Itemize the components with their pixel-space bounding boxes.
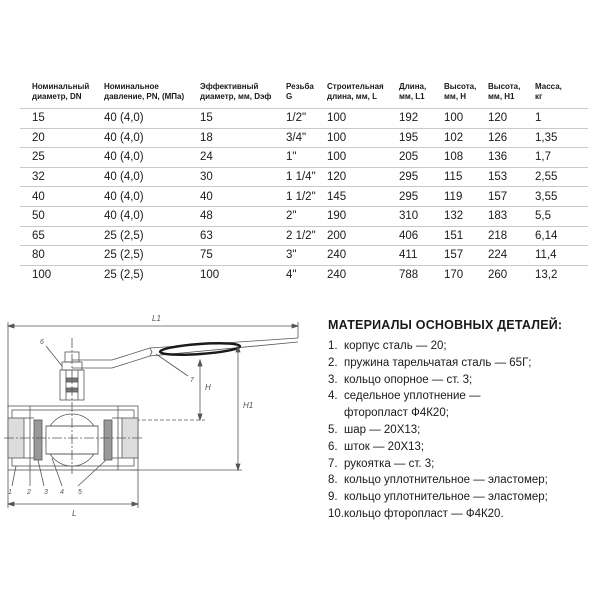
dim-label-l: L [72, 509, 77, 518]
header-length-l: Строительная длина, мм, L [315, 82, 387, 109]
material-number [328, 405, 344, 422]
material-item [328, 338, 596, 355]
table-row [20, 206, 588, 226]
material-item [328, 388, 596, 405]
valve-body [4, 338, 142, 474]
material-item [328, 506, 596, 523]
table-cell: 108 [432, 148, 476, 168]
table-row [20, 265, 588, 284]
material-text: седельное уплотнение — [344, 390, 481, 403]
table-cell: 48 [188, 206, 274, 226]
header-length-l1: Длина, мм, L1 [387, 82, 432, 109]
table-cell: 65 [20, 226, 92, 246]
table-cell: 100 [315, 109, 387, 129]
table-cell: 1/2" [274, 109, 315, 129]
table-cell: 200 [315, 226, 387, 246]
header-mass: Масса, кг [523, 82, 588, 109]
spec-table [20, 82, 588, 284]
material-number: 1. [328, 340, 338, 352]
table-cell: 25 [20, 148, 92, 168]
table-cell: 25 (2,5) [104, 269, 144, 282]
table-cell: 11,4 [523, 246, 588, 266]
table-cell: 20 [20, 128, 92, 148]
material-number: 7. [328, 457, 338, 470]
table-cell: 40 (4,0) [92, 128, 188, 148]
part-number-6: 6 [40, 339, 44, 346]
table-cell: 240 [315, 246, 387, 266]
dim-label-h1: H1 [243, 401, 254, 410]
valve-drawing [0, 308, 300, 526]
table-cell: 1" [274, 148, 315, 168]
material-number: 5. [328, 423, 338, 436]
header-dn: Номинальный диаметр, DN [20, 82, 92, 109]
table-cell: 192 [387, 109, 432, 129]
table-row [20, 148, 588, 168]
header-pn: Номинальное давление, PN, (МПа) [92, 82, 188, 109]
table-cell: 32 [20, 167, 92, 187]
spec-table-header-row [20, 82, 588, 109]
material-text: кольцо уплотнительное — эластомер; [344, 474, 548, 487]
part-number-7: 7 [190, 377, 194, 384]
dim-label-h: H [205, 383, 211, 392]
table-cell: 218 [476, 226, 523, 246]
material-text: рукоятка — ст. 3; [344, 457, 435, 470]
table-cell: 190 [315, 206, 387, 226]
materials-title: МАТЕРИАЛЫ ОСНОВНЫХ ДЕТАЛЕЙ: [328, 318, 563, 332]
table-cell: 30 [188, 167, 274, 187]
table-cell: 240 [327, 269, 347, 282]
part-number-2: 2 [27, 489, 31, 496]
table-cell: 788 [399, 269, 419, 282]
table-cell: 2 1/2" [274, 226, 315, 246]
material-number: 9. [328, 491, 338, 504]
material-item [328, 405, 596, 422]
part-callouts [8, 339, 195, 496]
table-cell: 406 [387, 226, 432, 246]
table-cell: 80 [20, 246, 92, 266]
table-cell: 40 [188, 187, 274, 207]
header-deff: Эффективный диаметр, мм, Dэф [188, 82, 274, 109]
material-text: кольцо уплотнительное — эластомер; [344, 491, 548, 504]
table-cell: 25 (2,5) [92, 226, 188, 246]
table-cell: 126 [476, 128, 523, 148]
material-item [328, 422, 596, 439]
table-cell: 50 [20, 206, 92, 226]
table-cell: 1,35 [523, 128, 588, 148]
table-cell: 224 [476, 246, 523, 266]
table-row [20, 109, 588, 129]
table-cell: 24 [188, 148, 274, 168]
table-cell: 15 [20, 109, 92, 129]
table-cell: 151 [432, 226, 476, 246]
table-row [20, 226, 588, 246]
material-number: 8. [328, 474, 338, 487]
material-text: корпус сталь — 20; [344, 340, 447, 352]
table-cell: 40 (4,0) [92, 206, 188, 226]
material-number: 4. [328, 390, 338, 403]
table-cell: 40 (4,0) [92, 109, 188, 129]
dimension-l1 [8, 314, 298, 408]
material-text: шар — 20Х13; [344, 423, 421, 436]
table-cell: 310 [387, 206, 432, 226]
table-cell: 100 [315, 128, 387, 148]
header-height-h: Высота, мм, H [432, 82, 476, 109]
table-cell: 5,5 [523, 206, 588, 226]
table-cell: 411 [387, 246, 432, 266]
table-cell: 145 [315, 187, 387, 207]
material-item [328, 489, 596, 506]
table-cell: 295 [387, 187, 432, 207]
table-cell: 170 [444, 269, 464, 282]
material-number: 2. [328, 356, 338, 369]
table-cell: 260 [488, 269, 508, 282]
table-cell: 3/4" [274, 128, 315, 148]
table-cell: 15 [188, 109, 274, 129]
spec-table-body [20, 109, 588, 285]
table-cell: 75 [188, 246, 274, 266]
table-cell: 1 [523, 109, 588, 129]
material-text: шток — 20Х13; [344, 440, 425, 453]
table-cell: 183 [476, 206, 523, 226]
header-thread: Резьба G [274, 82, 315, 109]
table-cell: 205 [387, 148, 432, 168]
table-cell: 120 [476, 109, 523, 129]
table-cell: 40 [20, 187, 92, 207]
table-cell: 2" [274, 206, 315, 226]
table-cell: 100 [32, 269, 52, 282]
dim-label-l1: L1 [152, 314, 161, 323]
table-cell: 40 (4,0) [92, 187, 188, 207]
table-cell: 153 [476, 167, 523, 187]
table-cell: 18 [188, 128, 274, 148]
table-cell: 25 (2,5) [92, 246, 188, 266]
table-cell: 63 [188, 226, 274, 246]
table-cell: 1,7 [523, 148, 588, 168]
table-row [20, 167, 588, 187]
part-number-3: 3 [44, 489, 48, 496]
material-text: пружина тарельчатая сталь — 65Г; [344, 356, 532, 369]
table-cell: 13,2 [535, 269, 558, 282]
table-cell: 40 (4,0) [92, 148, 188, 168]
part-number-4: 4 [60, 489, 64, 496]
table-cell: 157 [476, 187, 523, 207]
table-cell: 100 [432, 109, 476, 129]
table-cell: 295 [387, 167, 432, 187]
material-item [328, 355, 596, 372]
table-cell: 115 [432, 167, 476, 187]
table-cell: 4" [286, 269, 297, 282]
table-cell: 6,14 [523, 226, 588, 246]
material-text: кольцо фторопласт — Ф4К20. [344, 507, 504, 520]
material-text: кольцо опорное — ст. 3; [344, 373, 473, 386]
material-item [328, 372, 596, 389]
table-cell: 157 [432, 246, 476, 266]
table-row [20, 187, 588, 207]
material-number: 10. [328, 507, 344, 520]
table-cell: 119 [432, 187, 476, 207]
material-item [328, 456, 596, 473]
table-row [20, 246, 588, 266]
part-number-5: 5 [78, 489, 82, 496]
table-cell: 102 [432, 128, 476, 148]
table-cell: 136 [476, 148, 523, 168]
table-row [20, 128, 588, 148]
material-text: фторопласт Ф4К20; [344, 407, 449, 420]
part-number-1: 1 [8, 489, 12, 496]
table-cell: 120 [315, 167, 387, 187]
table-cell: 132 [432, 206, 476, 226]
table-cell: 1 1/4" [274, 167, 315, 187]
table-cell: 3,55 [523, 187, 588, 207]
handle [72, 338, 298, 368]
dimensions-h [130, 346, 253, 470]
material-item [328, 439, 596, 456]
header-height-h1: Высота, мм, H1 [476, 82, 523, 109]
table-cell: 100 [315, 148, 387, 168]
table-cell: 3" [274, 246, 315, 266]
table-cell: 1 1/2" [274, 187, 315, 207]
table-cell: 100 [200, 269, 220, 282]
material-number: 6. [328, 440, 338, 453]
materials-list [328, 338, 596, 523]
table-cell: 2,55 [523, 167, 588, 187]
table-cell: 195 [387, 128, 432, 148]
table-cell: 40 (4,0) [92, 167, 188, 187]
material-number: 3. [328, 373, 338, 386]
material-item [328, 472, 596, 489]
materials-block [328, 318, 596, 523]
